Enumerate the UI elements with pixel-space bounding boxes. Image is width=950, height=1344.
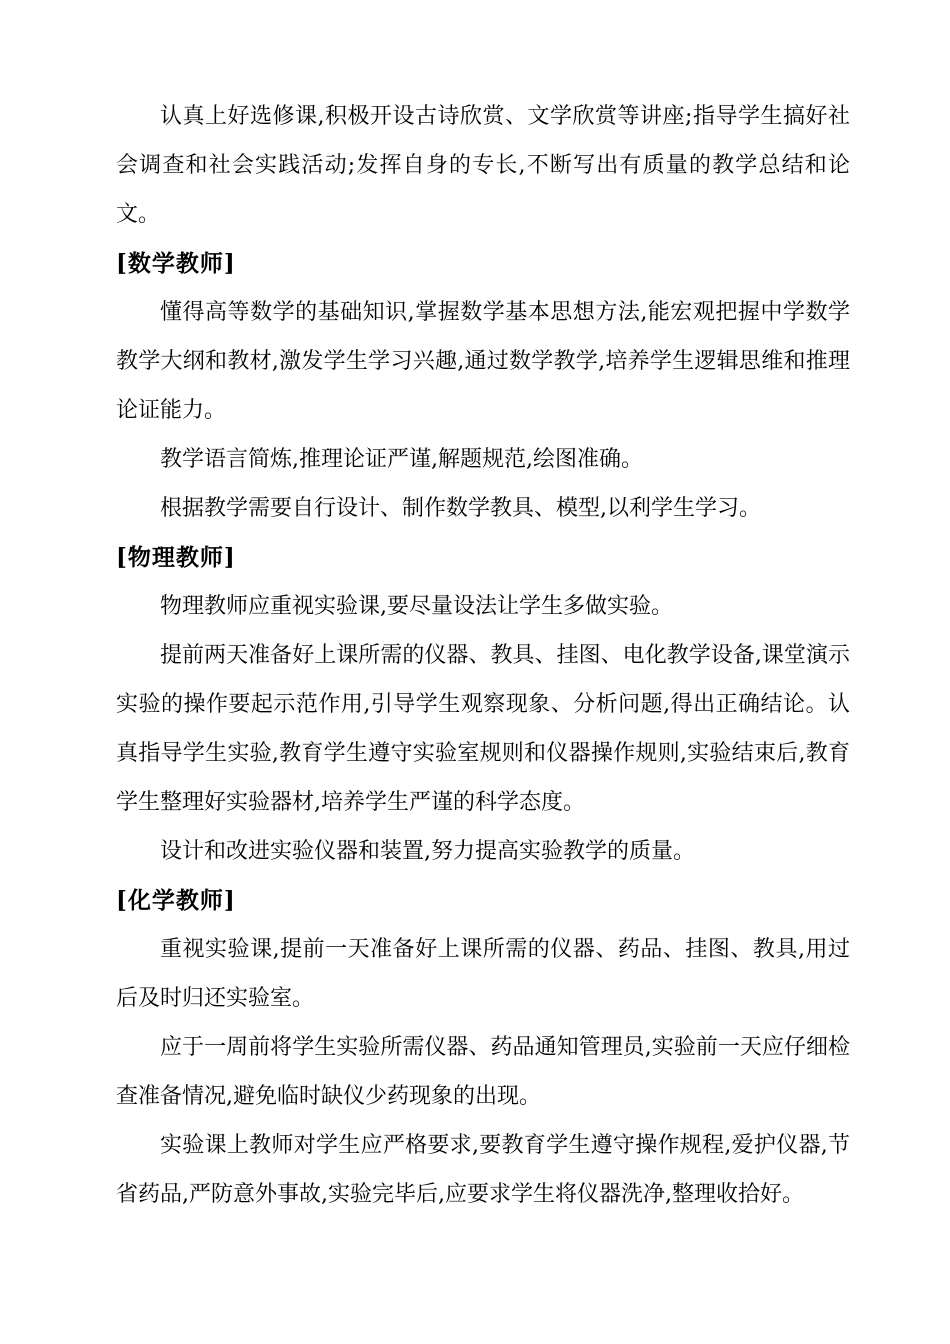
chemistry-teacher-heading: [化学教师]: [116, 887, 236, 914]
chemistry-paragraph-1: 重视实验课,提前一天准备好上课所需的仪器、药品、挂图、教具,用过后及时归还实验室。: [116, 937, 850, 1011]
math-teacher-heading: [数学教师]: [116, 250, 236, 277]
math-paragraph-1: 懂得高等数学的基础知识,掌握数学基本思想方法,能宏观把握中学数学教学大纲和教材,激发学生学习兴趣,通过数学教学,培养学生逻辑思维和推理论证能力。: [116, 300, 850, 423]
physics-teacher-heading: [物理教师]: [116, 544, 236, 571]
math-paragraph-3: 根据教学需要自行设计、制作数学教具、模型,以利学生学习。: [160, 496, 761, 521]
chemistry-paragraph-3: 实验课上教师对学生应严格要求,要教育学生遵守操作规程,爱护仪器,节省药品,严防意外事故,实验完毕后,应要求学生将仪器洗净,整理收拾好。: [116, 1133, 850, 1207]
document-page: [116, 92, 850, 1219]
intro-paragraph-1: 认真上好选修课,积极开设古诗欣赏、文学欣赏等讲座;指导学生搞好社会调查和社会实践活动;发挥自身的专长,不断写出有质量的教学总结和论文。: [116, 104, 850, 227]
physics-paragraph-1: 物理教师应重视实验课,要尽量设法让学生多做实验。: [160, 594, 673, 619]
math-paragraph-2: 教学语言简炼,推理论证严谨,解题规范,绘图准确。: [160, 447, 643, 472]
physics-paragraph-3: 设计和改进实验仪器和装置,努力提高实验教学的质量。: [160, 839, 695, 864]
physics-paragraph-2: 提前两天准备好上课所需的仪器、教具、挂图、电化教学设备,课堂演示实验的操作要起示范作用,引导学生观察现象、分析问题,得出正确结论。认真指导学生实验,教育学生遵守实验室规则和仪器操作规则,实验结束后,教育学生整理好实验器材,培养学生严谨的科学态度。: [116, 643, 850, 815]
chemistry-paragraph-2: 应于一周前将学生实验所需仪器、药品通知管理员,实验前一天应仔细检查准备情况,避免临时缺仪少药现象的出现。: [116, 1035, 850, 1109]
